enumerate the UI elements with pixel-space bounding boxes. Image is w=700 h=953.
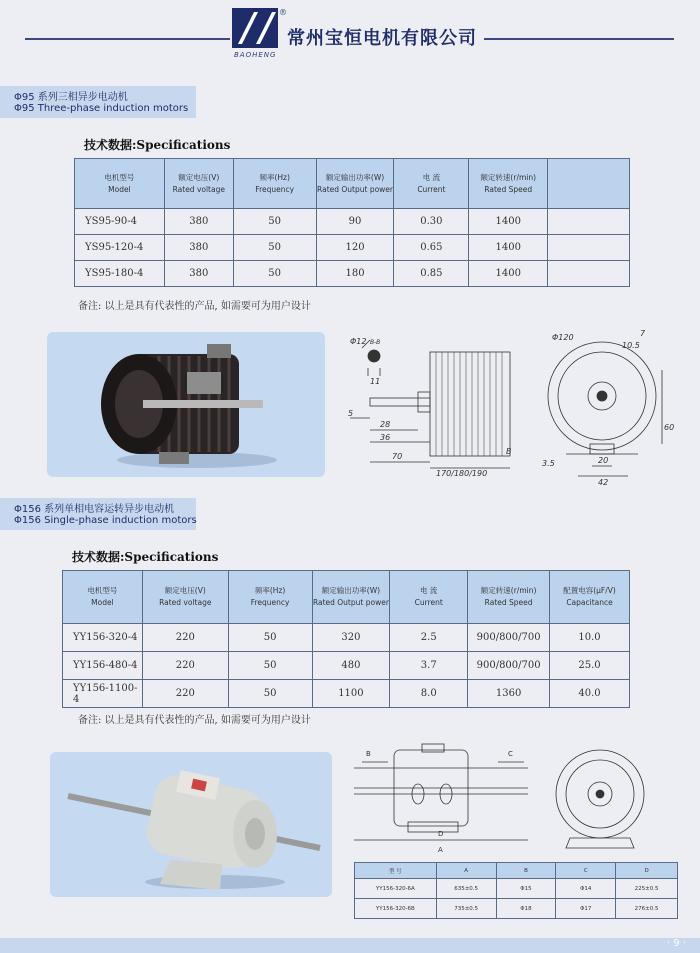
- cell: 1360: [468, 680, 550, 708]
- cell: YY156-320-6A: [355, 879, 437, 899]
- section2-banner: [0, 498, 196, 530]
- header-cell: 额定转速(r/min) Rated Speed: [469, 159, 548, 209]
- cell: [548, 209, 630, 235]
- cell: 50: [228, 680, 312, 708]
- cell: YY156-320-6B: [355, 899, 437, 919]
- section2-dimension-table: [354, 862, 678, 919]
- header-cell: 额定转速(r/min) Rated Speed: [468, 571, 550, 624]
- cell: Φ14: [556, 879, 616, 899]
- dim-section: B-B: [370, 339, 381, 346]
- table-row: [75, 235, 630, 261]
- cell: 0.30: [394, 209, 469, 235]
- cell: 2.5: [390, 624, 468, 652]
- cell: 220: [142, 680, 228, 708]
- dim-70: 70: [392, 452, 403, 461]
- motor-156-dimension-drawing: [348, 736, 680, 856]
- table-row: [75, 261, 630, 287]
- table-row: [63, 680, 630, 708]
- model-cell: YS95-120-4: [75, 235, 165, 261]
- section1-title-en: Φ95 Three-phase induction motors: [14, 103, 189, 114]
- cell: 50: [228, 624, 312, 652]
- header-cell: 配置电容(μF/V) Capacitance: [550, 571, 630, 624]
- table-row: [63, 652, 630, 680]
- section1-spec-title: 技术数据:Specifications: [84, 138, 231, 152]
- motor-photo-156: [50, 752, 332, 897]
- cell: 900/800/700: [468, 624, 550, 652]
- section1-table-head: [75, 159, 630, 209]
- cell: Φ18: [496, 899, 556, 919]
- dim-120: Φ120: [552, 333, 574, 342]
- motor-95-dimension-drawing: [340, 326, 680, 486]
- dim-3-5: 3.5: [542, 459, 555, 468]
- header-rule-left: [25, 38, 230, 40]
- cell: 320: [312, 624, 390, 652]
- cell: 50: [233, 209, 316, 235]
- cell: 380: [164, 261, 233, 287]
- cell: [548, 261, 630, 287]
- section2-title-cn: Φ156 系列单相电容运转异步电动机: [14, 504, 175, 515]
- dim-b: B: [366, 750, 371, 758]
- header-cell: A: [436, 863, 496, 879]
- dim-shaft-dia: Φ12: [350, 337, 367, 346]
- cell: 220: [142, 624, 228, 652]
- cell: 120: [316, 235, 394, 261]
- section1-banner: [0, 86, 196, 118]
- company-logo: [232, 8, 278, 48]
- logo-text: BAOHENG: [234, 51, 277, 59]
- cell: [548, 235, 630, 261]
- model-cell: YY156-320-4: [63, 624, 143, 652]
- header-cell: C: [556, 863, 616, 879]
- header-cell: 电机型号 Model: [63, 571, 143, 624]
- cell: 40.0: [550, 680, 630, 708]
- cell: 0.65: [394, 235, 469, 261]
- cell: 3.7: [390, 652, 468, 680]
- cell: 380: [164, 235, 233, 261]
- cell: 180: [316, 261, 394, 287]
- cell: 10.0: [550, 624, 630, 652]
- dim-10-5: 10.5: [622, 341, 640, 350]
- cell: 90: [316, 209, 394, 235]
- header-cell: 电 流 Current: [394, 159, 469, 209]
- cell: 8.0: [390, 680, 468, 708]
- dim-a: A: [438, 846, 443, 854]
- cell: 380: [164, 209, 233, 235]
- cell: 1400: [469, 209, 548, 235]
- table-row: [75, 209, 630, 235]
- dim-key: 11: [370, 377, 381, 386]
- header-cell: D: [616, 863, 678, 879]
- cell: 1100: [312, 680, 390, 708]
- table-row: [355, 899, 678, 919]
- footer-bar: [0, 938, 700, 953]
- model-cell: YY156-1100-4: [63, 680, 143, 708]
- motor-photo-95: [47, 332, 325, 477]
- registered-mark: ®: [279, 8, 287, 17]
- cell: 276±0.5: [616, 899, 678, 919]
- model-cell: YS95-90-4: [75, 209, 165, 235]
- dim-60: 60: [664, 423, 675, 432]
- cell: 1400: [469, 235, 548, 261]
- header-cell: 额定电压(V) Rated voltage: [164, 159, 233, 209]
- section2-spec-title: 技术数据:Specifications: [72, 550, 219, 564]
- header-cell: 电 流 Current: [390, 571, 468, 624]
- cell: 50: [233, 261, 316, 287]
- cell: 735±0.5: [436, 899, 496, 919]
- header-rule-right: [484, 38, 674, 40]
- header-cell: 型 号: [355, 863, 437, 879]
- cell: 50: [228, 652, 312, 680]
- cell: 0.85: [394, 261, 469, 287]
- company-name: 常州宝恒电机有限公司: [287, 28, 477, 49]
- cell: 635±0.5: [436, 879, 496, 899]
- dim-42: 42: [598, 478, 609, 486]
- cell: Φ15: [496, 879, 556, 899]
- section2-spec-table: [62, 570, 630, 708]
- cell: 25.0: [550, 652, 630, 680]
- dim-d: D: [438, 830, 444, 838]
- header-cell: 额定电压(V) Rated voltage: [142, 571, 228, 624]
- dim-c: C: [508, 750, 513, 758]
- header-cell: 频率(Hz) Frequency: [233, 159, 316, 209]
- section1-title-cn: Φ95 系列三相异步电动机: [14, 92, 128, 103]
- header-cell: 电机型号 Model: [75, 159, 165, 209]
- model-cell: YS95-180-4: [75, 261, 165, 287]
- header-cell: [548, 159, 630, 209]
- dim-20: 20: [598, 456, 609, 465]
- model-cell: YY156-480-4: [63, 652, 143, 680]
- table-row: [355, 879, 678, 899]
- cell: 50: [233, 235, 316, 261]
- header-cell: 频率(Hz) Frequency: [228, 571, 312, 624]
- dim-7: 7: [640, 329, 646, 338]
- dim-5: 5: [348, 409, 354, 418]
- header-cell: B: [496, 863, 556, 879]
- section2-title-en: Φ156 Single-phase induction motors: [14, 515, 197, 526]
- cell: 480: [312, 652, 390, 680]
- table-row: [63, 624, 630, 652]
- header-cell: 额定输出功率(W) Rated Output power: [312, 571, 390, 624]
- cell: Φ17: [556, 899, 616, 919]
- section1-note: 备注: 以上是具有代表性的产品, 如需要可为用户设计: [78, 301, 311, 312]
- dim-lengths: 170/180/190: [436, 469, 488, 478]
- cell: 225±0.5: [616, 879, 678, 899]
- section2-table-head: [63, 571, 630, 624]
- section2-note: 备注: 以上是具有代表性的产品, 如需要可为用户设计: [78, 715, 311, 726]
- header-cell: 额定输出功率(W) Rated Output power: [316, 159, 394, 209]
- cell: 1400: [469, 261, 548, 287]
- dim-mark-b: B: [506, 447, 512, 456]
- dims-head: [355, 863, 678, 879]
- section1-spec-table: [74, 158, 630, 287]
- cell: 220: [142, 652, 228, 680]
- dim-28: 28: [380, 420, 391, 429]
- cell: 900/800/700: [468, 652, 550, 680]
- dim-36: 36: [380, 433, 391, 442]
- page-number: · 9 ·: [666, 938, 686, 949]
